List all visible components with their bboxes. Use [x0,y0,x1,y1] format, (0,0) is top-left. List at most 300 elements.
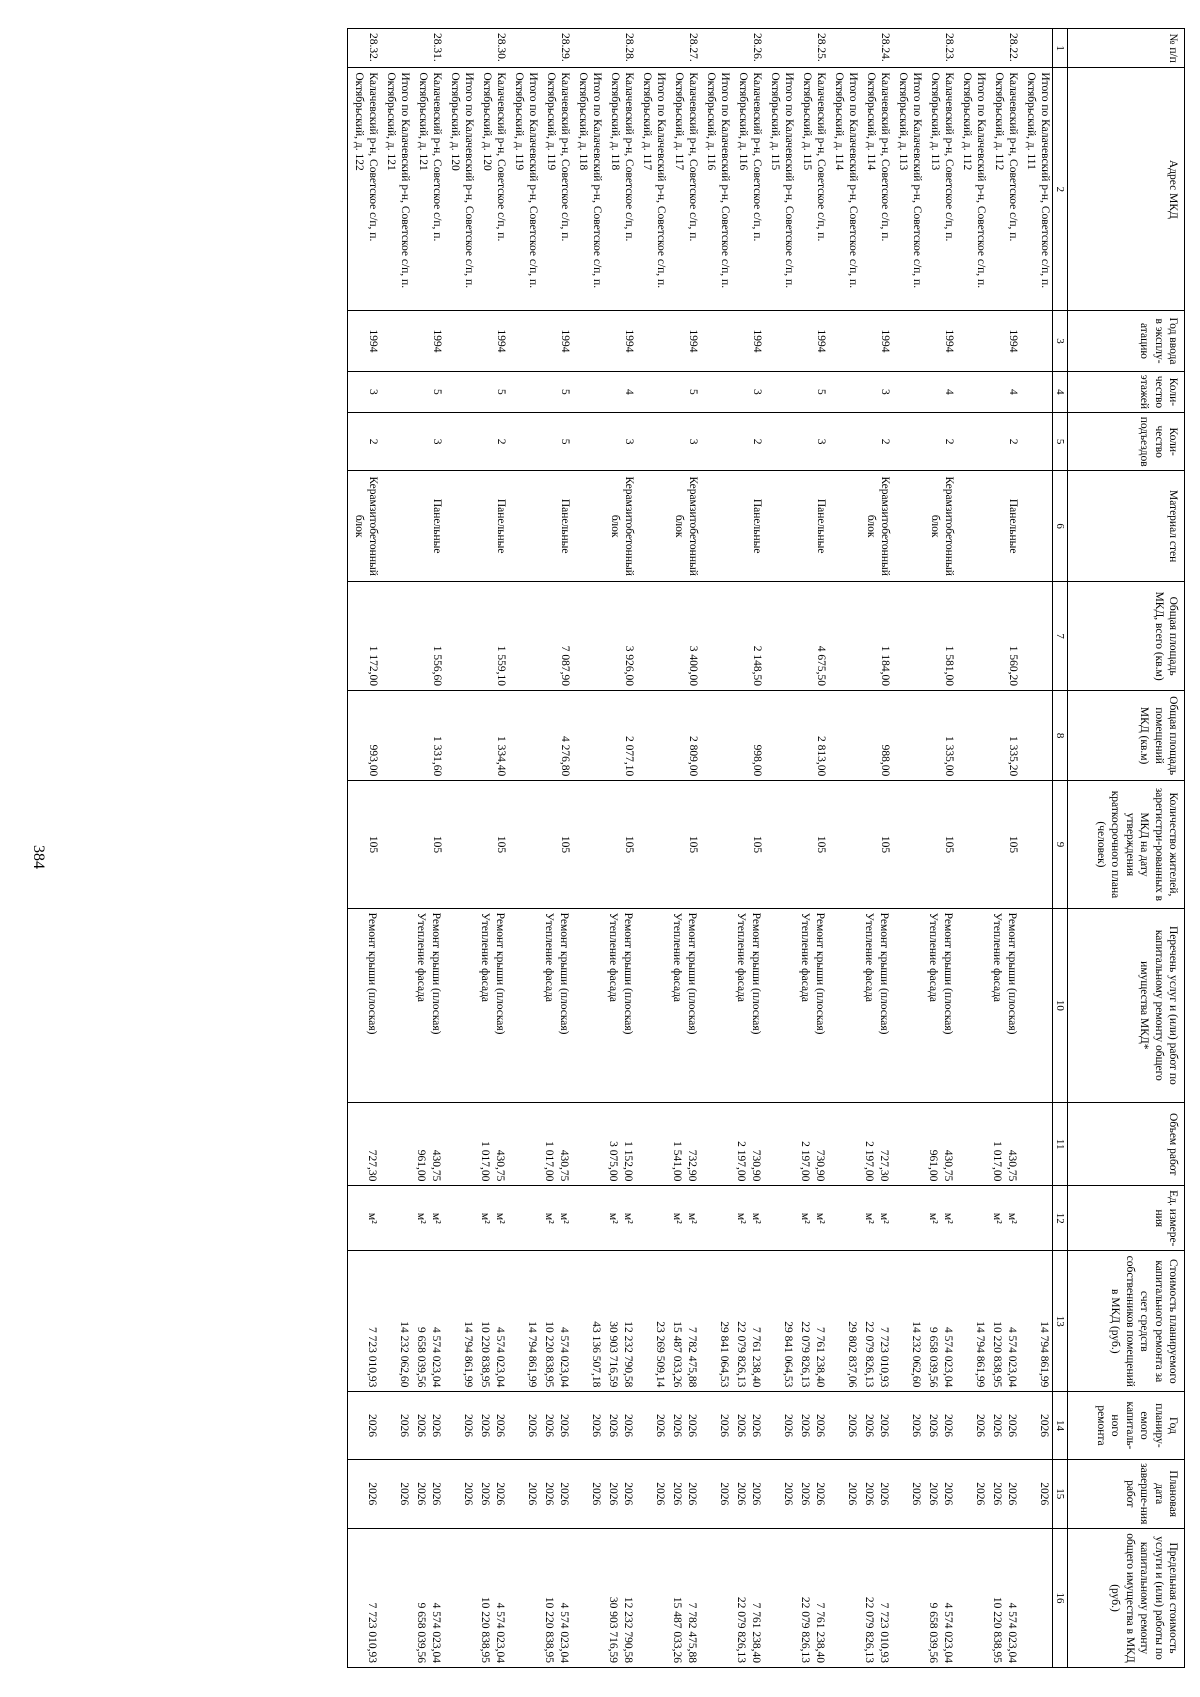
house-row [348,29,381,1668]
entrances-count: 3 [796,413,828,471]
owners-cost: 7 723 010,93 [878,1327,890,1388]
plan-year: 2026 [799,1413,811,1437]
work-volume: 730,90 [750,1149,762,1182]
residents-count: 105 [796,781,828,908]
limit-cost: 30 903 716,59 [607,1596,619,1663]
row-number [892,29,924,68]
limit-cost: 9 658 039,56 [415,1602,427,1663]
plan-year-cell [700,1392,732,1459]
plan-year: 2026 [735,1413,747,1437]
entrances-count [892,413,924,471]
limit-cost: 4 574 023,04 [430,1602,442,1663]
wall-material: Керамзитобетонный блок [668,471,700,582]
unit-cell-cell [348,1186,381,1251]
year-built: 1994 [860,311,892,371]
work-item-cell [796,908,828,1102]
header-cell: Ед. измере-ния [1068,1186,1185,1251]
plan-year: 2026 [366,1413,378,1437]
wall-material [444,471,476,582]
column-number: 3 [1053,311,1068,371]
year-built [828,311,860,371]
limit-cost-cell [348,1528,381,1667]
row-number [380,29,412,68]
unit-cell-cell [828,1186,860,1251]
wall-material [956,471,988,582]
address-cell: Калачевский р-н, Советское с/п, п. Октябрьский, д. 114 [860,68,892,311]
owners-cost: 30 903 716,59 [607,1321,619,1388]
row-number: 28.29. [540,29,572,68]
residents-count: 105 [476,781,508,908]
plan-year: 2026 [782,1413,794,1437]
owners-cost: 43 136 507,18 [590,1321,602,1388]
year-built: 1994 [476,311,508,371]
rotated-table-wrapper [45,28,1185,1668]
entrances-count [444,413,476,471]
work-item: Ремонт крыши (плоская) [1006,912,1018,1035]
header-cell: Перечень услуг и (или) работ по капитальному ремонту общего имущества МКД* [1068,908,1185,1102]
year-built [956,311,988,371]
finish-date-cell [764,1459,796,1528]
plan-year: 2026 [607,1413,619,1437]
work-volume-cell [764,1103,796,1186]
total-area: 1 556,60 [412,582,444,691]
row-number [572,29,604,68]
total-area [1020,582,1053,691]
plan-year: 2026 [526,1413,538,1437]
owners-cost-cell [860,1251,892,1392]
column-number: 9 [1053,781,1068,908]
house-row [988,29,1020,1668]
finish-date-cell [732,1459,764,1528]
limit-cost: 7 723 010,93 [878,1602,890,1663]
limit-cost-cell [732,1528,764,1667]
work-item-cell [668,908,700,1102]
finish-date-cell [892,1459,924,1528]
unit-cell-cell [860,1186,892,1251]
finish-date: 2026 [543,1482,555,1506]
total-area [956,582,988,691]
work-volume: 430,75 [430,1149,442,1182]
wall-material [1020,471,1053,582]
premises-area [956,691,988,781]
limit-cost-cell [1020,1528,1053,1667]
plan-year-cell [860,1392,892,1459]
owners-cost: 4 574 023,04 [430,1327,442,1388]
house-row [924,29,956,1668]
finish-date: 2026 [750,1482,762,1506]
entrances-count [636,413,668,471]
limit-cost: 4 574 023,04 [1006,1602,1018,1663]
header-cell: Год ввода в эксплу-атацию [1068,311,1185,371]
total-area: 1 559,10 [476,582,508,691]
plan-year: 2026 [863,1413,875,1437]
owners-cost: 15 487 033,26 [671,1321,683,1388]
column-number: 16 [1053,1528,1068,1667]
total-area: 1 184,00 [860,582,892,691]
entrances-count [700,413,732,471]
entrances-count: 3 [668,413,700,471]
year-built: 1994 [796,311,828,371]
unit-cell-cell [668,1186,700,1251]
subtotal-row [700,29,732,1668]
owners-cost: 29 802 837,06 [846,1321,858,1388]
owners-cost-cell [956,1251,988,1392]
residents-count [764,781,796,908]
wall-material: Панельные [988,471,1020,582]
limit-cost-cell [412,1528,444,1667]
row-number: 28.28. [604,29,636,68]
finish-date: 2026 [878,1482,890,1506]
finish-date: 2026 [1006,1482,1018,1506]
finish-date-cell [988,1459,1020,1528]
plan-year-cell [988,1392,1020,1459]
header-cell: Предельная стоимость услуги и (или) работы по капитальному ремонту общего имущества в МКД (руб.) [1068,1528,1185,1667]
owners-cost: 4 574 023,04 [942,1327,954,1388]
owners-cost: 7 782 475,88 [686,1327,698,1388]
premises-area [828,691,860,781]
house-row [668,29,700,1668]
row-number: 28.30. [476,29,508,68]
subtotal-row [1020,29,1053,1668]
finish-date: 2026 [366,1482,378,1506]
plan-year-cell [764,1392,796,1459]
limit-cost: 22 079 826,13 [863,1596,875,1663]
finish-date-cell [700,1459,732,1528]
owners-cost-cell [668,1251,700,1392]
premises-area: 993,00 [348,691,381,781]
owners-cost: 7 761 238,40 [750,1327,762,1388]
work-item: Утепление фасада [799,912,811,1003]
owners-cost: 23 269 509,14 [654,1321,666,1388]
work-item: Утепление фасада [863,912,875,1003]
unit-cell: м² [686,1212,698,1224]
work-item: Утепление фасада [415,912,427,1003]
plan-year-cell [604,1392,636,1459]
total-area [444,582,476,691]
work-volume: 961,00 [927,1149,939,1182]
limit-cost: 7 761 238,40 [814,1602,826,1663]
floors-count [572,371,604,413]
entrances-count [572,413,604,471]
premises-area [572,691,604,781]
finish-date-cell [668,1459,700,1528]
finish-date: 2026 [654,1482,666,1506]
owners-cost-cell [924,1251,956,1392]
address-cell: Итого по Калачевский р-н, Советское с/п, п. Октябрьский, д. 115 [764,68,796,311]
limit-cost-cell [700,1528,732,1667]
premises-area: 2 813,00 [796,691,828,781]
year-built [700,311,732,371]
work-item: Ремонт крыши (плоская) [686,912,698,1035]
total-area [572,582,604,691]
finish-date-cell [636,1459,668,1528]
unit-cell-cell [732,1186,764,1251]
header-cell: Год планиру-емого капиталь-ного ремонта [1068,1392,1185,1459]
premises-area: 1 331,60 [412,691,444,781]
wall-material: Керамзитобетонный блок [348,471,381,582]
premises-area: 1 335,20 [988,691,1020,781]
table-body [348,29,1053,1668]
floors-count [444,371,476,413]
house-row [476,29,508,1668]
total-area: 7 087,90 [540,582,572,691]
work-volume-cell [636,1103,668,1186]
house-row [796,29,828,1668]
work-volume: 961,00 [415,1149,427,1182]
plan-year: 2026 [991,1413,1003,1437]
finish-date: 2026 [415,1482,427,1506]
residents-count [956,781,988,908]
unit-cell-cell [444,1186,476,1251]
entrances-count: 2 [860,413,892,471]
capital-repair-table [347,28,1185,1668]
owners-cost-cell [604,1251,636,1392]
finish-date: 2026 [622,1482,634,1506]
header-row [1068,29,1185,1668]
limit-cost-cell [668,1528,700,1667]
unit-cell: м² [991,1212,1003,1224]
work-volume-cell [924,1103,956,1186]
plan-year-cell [508,1392,540,1459]
plan-year: 2026 [974,1413,986,1437]
finish-date-cell [380,1459,412,1528]
year-built [444,311,476,371]
finish-date: 2026 [671,1482,683,1506]
premises-area [1020,691,1053,781]
unit-cell: м² [750,1212,762,1224]
unit-cell: м² [366,1212,378,1224]
plan-year: 2026 [686,1413,698,1437]
address-cell: Итого по Калачевский р-н, Советское с/п, п. Октябрьский, д. 113 [892,68,924,311]
column-number: 8 [1053,691,1068,781]
plan-year: 2026 [415,1413,427,1437]
owners-cost-cell [828,1251,860,1392]
house-row [604,29,636,1668]
column-number: 1 [1053,29,1068,68]
work-volume-cell [476,1103,508,1186]
work-volume: 1 152,00 [622,1141,634,1182]
owners-cost-cell [348,1251,381,1392]
premises-area [508,691,540,781]
entrances-count [380,413,412,471]
work-volume: 2 197,00 [863,1141,875,1182]
work-item-cell [700,908,732,1102]
owners-cost-cell [572,1251,604,1392]
plan-year-cell [348,1392,381,1459]
owners-cost-cell [732,1251,764,1392]
plan-year: 2026 [1038,1413,1050,1437]
limit-cost: 9 658 039,56 [927,1602,939,1663]
limit-cost: 22 079 826,13 [799,1596,811,1663]
plan-year-cell [636,1392,668,1459]
limit-cost-cell [508,1528,540,1667]
finish-date-cell [1020,1459,1053,1528]
work-volume-cell [540,1103,572,1186]
column-number: 14 [1053,1392,1068,1459]
floors-count: 5 [540,371,572,413]
owners-cost: 10 220 838,95 [991,1321,1003,1388]
year-built: 1994 [988,311,1020,371]
work-item-cell [476,908,508,1102]
limit-cost: 7 782 475,88 [686,1602,698,1663]
finish-date-cell [540,1459,572,1528]
floors-count [380,371,412,413]
plan-year-cell [956,1392,988,1459]
wall-material: Панельные [796,471,828,582]
work-volume-cell [828,1103,860,1186]
house-row [540,29,572,1668]
premises-area [380,691,412,781]
wall-material: Керамзитобетонный блок [924,471,956,582]
plan-year-cell [540,1392,572,1459]
subtotal-row [444,29,476,1668]
finish-date: 2026 [430,1482,442,1506]
work-item-cell [604,908,636,1102]
work-volume-cell [572,1103,604,1186]
plan-year-cell [668,1392,700,1459]
work-item: Ремонт крыши (плоская) [750,912,762,1035]
wall-material: Панельные [412,471,444,582]
year-built: 1994 [732,311,764,371]
limit-cost: 10 220 838,95 [991,1596,1003,1663]
unit-cell-cell [604,1186,636,1251]
unit-cell-cell [956,1186,988,1251]
finish-date: 2026 [863,1482,875,1506]
total-area: 4 675,50 [796,582,828,691]
limit-cost-cell [636,1528,668,1667]
floors-count: 4 [604,371,636,413]
work-volume-cell [860,1103,892,1186]
premises-area: 2 077,10 [604,691,636,781]
subtotal-row [572,29,604,1668]
owners-cost: 9 658 039,56 [927,1327,939,1388]
work-volume-cell [380,1103,412,1186]
unit-cell: м² [878,1212,890,1224]
work-volume-cell [732,1103,764,1186]
work-item-cell [860,908,892,1102]
finish-date: 2026 [398,1482,410,1506]
wall-material [892,471,924,582]
plan-year: 2026 [942,1413,954,1437]
row-number: 28.26. [732,29,764,68]
wall-material [380,471,412,582]
work-item: Утепление фасада [991,912,1003,1003]
unit-cell-cell [412,1186,444,1251]
work-item-cell [956,908,988,1102]
finish-date-cell [476,1459,508,1528]
plan-year: 2026 [479,1413,491,1437]
floors-count: 5 [476,371,508,413]
column-number-row [1053,29,1068,1668]
plan-year-cell [892,1392,924,1459]
entrances-count [956,413,988,471]
address-cell: Итого по Калачевский р-н, Советское с/п, п. Октябрьский, д. 112 [956,68,988,311]
residents-count: 105 [412,781,444,908]
finish-date: 2026 [846,1482,858,1506]
work-item-cell [508,908,540,1102]
work-volume-cell [412,1103,444,1186]
work-item: Ремонт крыши (плоская) [430,912,442,1035]
limit-cost-cell [764,1528,796,1667]
premises-area [892,691,924,781]
entrances-count: 3 [604,413,636,471]
plan-year: 2026 [910,1413,922,1437]
plan-year: 2026 [718,1413,730,1437]
row-number [1020,29,1053,68]
owners-cost: 14 232 062,60 [910,1321,922,1388]
residents-count: 105 [988,781,1020,908]
address-cell: Калачевский р-н, Советское с/п, п. Октябрьский, д. 121 [412,68,444,311]
limit-cost-cell [604,1528,636,1667]
wall-material [636,471,668,582]
finish-date-cell [796,1459,828,1528]
work-item-cell [444,908,476,1102]
address-cell: Калачевский р-н, Советское с/п, п. Октябрьский, д. 122 [348,68,381,311]
work-item-cell [348,908,381,1102]
owners-cost: 7 723 010,93 [366,1327,378,1388]
unit-cell: м² [814,1212,826,1224]
finish-date: 2026 [607,1482,619,1506]
work-volume: 1 541,00 [671,1141,683,1182]
plan-year: 2026 [927,1413,939,1437]
address-cell: Итого по Калачевский р-н, Советское с/п, п. Октябрьский, д. 117 [636,68,668,311]
limit-cost-cell [892,1528,924,1667]
year-built [764,311,796,371]
plan-year: 2026 [494,1413,506,1437]
owners-cost: 14 794 861,99 [1038,1321,1050,1388]
finish-date: 2026 [686,1482,698,1506]
work-volume: 430,75 [558,1149,570,1182]
column-number: 10 [1053,908,1068,1102]
row-number: 28.23. [924,29,956,68]
premises-area [700,691,732,781]
work-volume: 730,90 [814,1149,826,1182]
work-item: Ремонт крыши (плоская) [558,912,570,1035]
finish-date: 2026 [799,1482,811,1506]
unit-cell-cell [1020,1186,1053,1251]
year-built [892,311,924,371]
total-area: 1 560,20 [988,582,1020,691]
unit-cell-cell [892,1186,924,1251]
total-area [892,582,924,691]
limit-cost: 4 574 023,04 [558,1602,570,1663]
work-item: Ремонт крыши (плоская) [622,912,634,1035]
unit-cell-cell [636,1186,668,1251]
column-number: 12 [1053,1186,1068,1251]
premises-area: 988,00 [860,691,892,781]
premises-area [636,691,668,781]
work-volume-cell [604,1103,636,1186]
limit-cost: 10 220 838,95 [479,1596,491,1663]
wall-material [508,471,540,582]
work-volume: 430,75 [494,1149,506,1182]
limit-cost-cell [860,1528,892,1667]
work-item-cell [380,908,412,1102]
owners-cost-cell [700,1251,732,1392]
plan-year-cell [380,1392,412,1459]
residents-count: 105 [860,781,892,908]
unit-cell: м² [1006,1212,1018,1224]
column-number: 5 [1053,413,1068,471]
owners-cost: 22 079 826,13 [799,1321,811,1388]
entrances-count [764,413,796,471]
limit-cost-cell [444,1528,476,1667]
unit-cell-cell [476,1186,508,1251]
floors-count [508,371,540,413]
owners-cost: 12 232 790,58 [622,1321,634,1388]
floors-count: 4 [988,371,1020,413]
house-row [860,29,892,1668]
